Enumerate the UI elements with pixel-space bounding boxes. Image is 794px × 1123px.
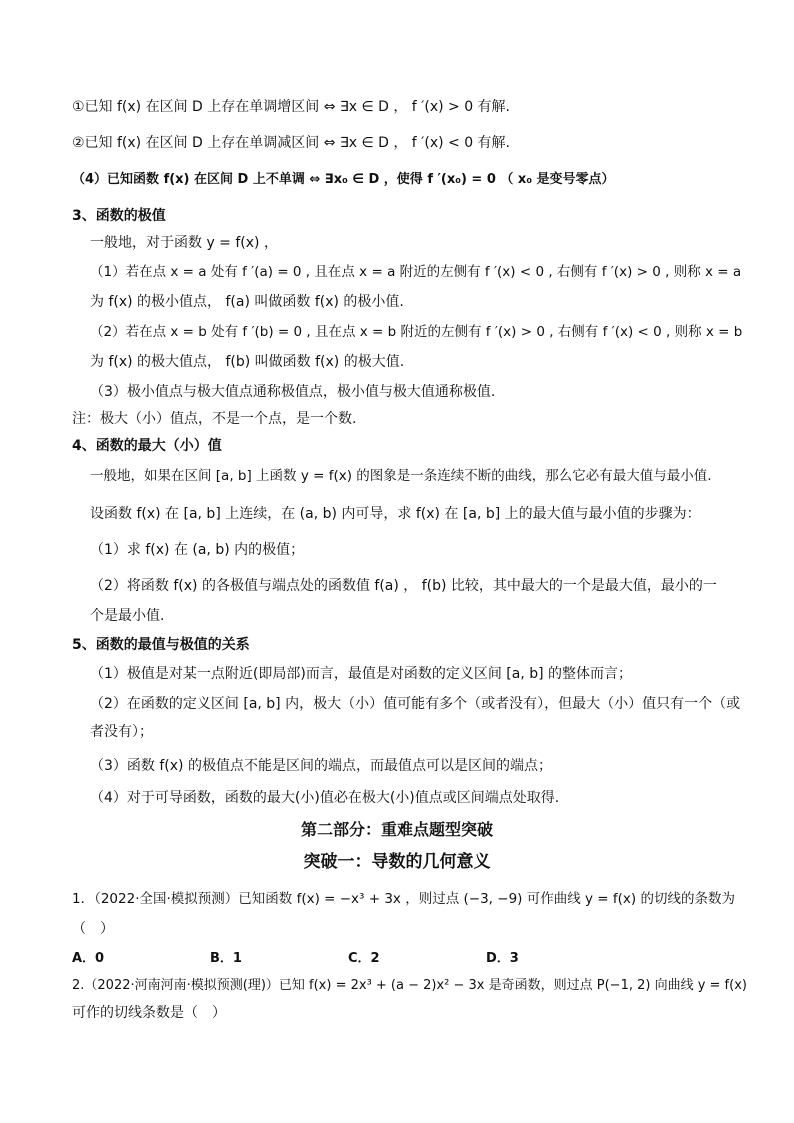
text-line: （4）已知函数 f(x) 在区间 D 上不单调 ⇔ ∃x₀ ∈ D ，使得 f ′(x₀) = 0 （ x₀ 是变号零点） — [72, 172, 615, 187]
option-c: C．2 — [348, 951, 380, 966]
text-line: 一般地，对于函数 y = f(x) ， — [90, 235, 278, 251]
note-line: 注：极大（小）值点，不是一个点，是一个数. — [72, 411, 357, 427]
section-heading: 3、函数的极值 — [72, 208, 166, 224]
text-line: 一般地，如果在区间 [a, b] 上函数 y = f(x) 的图象是一条连续不断的曲线，那么它必有最大值与最小值. — [90, 468, 712, 484]
text-line: （4）对于可导函数，函数的最大(小)值必在极大(小)值点或区间端点处取得. — [90, 790, 560, 806]
text-line: （3）极小值点与极大值点通称极值点，极小值与极大值通称极值. — [90, 384, 496, 400]
question-1-stem: 1．（2022·全国·模拟预测）已知函数 f(x) = −x³ + 3x ，则过点 (−3, −9) 可作曲线 y = f(x) 的切线的条数为 — [72, 891, 735, 907]
section-title: 突破一：导数的几何意义 — [303, 852, 491, 872]
text-line: 设函数 f(x) 在 [a, b] 上连续，在 (a, b) 内可导，求 f(x) 在 [a, b] 上的最大值与最小值的步骤为： — [90, 506, 701, 522]
text-line: （1）极值是对某一点附近(即局部)而言，最值是对函数的定义区间 [a, b] 的整体而言； — [90, 666, 633, 682]
text-line: （2）将函数 f(x) 的各极值与端点处的函数值 f(a) ， f(b) 比较，其中最大的一个是最大值，最小的一 — [90, 578, 717, 594]
option-d: D．3 — [486, 951, 519, 966]
section-heading: 5、函数的最值与极值的关系 — [72, 637, 250, 653]
text-line: （2）若在点 x = b 处有 f ′(b) = 0 , 且在点 x = b 附近的左侧有 f ′(x) > 0 , 右侧有 f ′(x) < 0 , 则称 x = b — [90, 324, 743, 340]
text-line: （3）函数 f(x) 的极值点不能是区间的端点，而最值点可以是区间的端点； — [90, 758, 552, 774]
option-a: A．0 — [72, 951, 105, 966]
option-b: B．1 — [210, 951, 242, 966]
text-line: 个是最小值. — [90, 608, 165, 624]
question-1-paren: （ ） — [72, 921, 114, 937]
question-2-stem: 2.（2022·河南河南·模拟预测(理)）已知 f(x) = 2x³ + (a − 2)x² − 3x 是奇函数，则过点 P(−1, 2) 向曲线 y = f(x) — [72, 978, 747, 993]
text-line: 者没有）； — [90, 724, 153, 740]
text-line: （1）求 f(x) 在 (a, b) 内的极值； — [90, 542, 305, 558]
text-line: （1）若在点 x = a 处有 f ′(a) = 0 , 且在点 x = a 附近的左侧有 f ′(x) < 0 , 右侧有 f ′(x) > 0 , 则称 x = a — [90, 264, 742, 280]
text-line: ②已知 f(x) 在区间 D 上存在单调减区间 ⇔ ∃x ∈ D ， f ′(x) < 0 有解. — [72, 135, 511, 151]
part-title: 第二部分：重难点题型突破 — [300, 820, 493, 839]
text-line: （2）在函数的定义区间 [a, b] 内，极大（小）值可能有多个（或者没有），但最大（小）值只有一个（或 — [90, 696, 741, 712]
question-2-stem-continued: 可作的切线条数是（ ） — [72, 1005, 226, 1021]
text-line: 为 f(x) 的极大值点， f(b) 叫做函数 f(x) 的极大值. — [90, 354, 405, 370]
text-line: ①已知 f(x) 在区间 D 上存在单调增区间 ⇔ ∃x ∈ D ， f ′(x) > 0 有解. — [72, 99, 511, 115]
text-line: 为 f(x) 的极小值点， f(a) 叫做函数 f(x) 的极小值. — [90, 294, 404, 310]
section-heading: 4、函数的最大（小）值 — [72, 438, 222, 454]
